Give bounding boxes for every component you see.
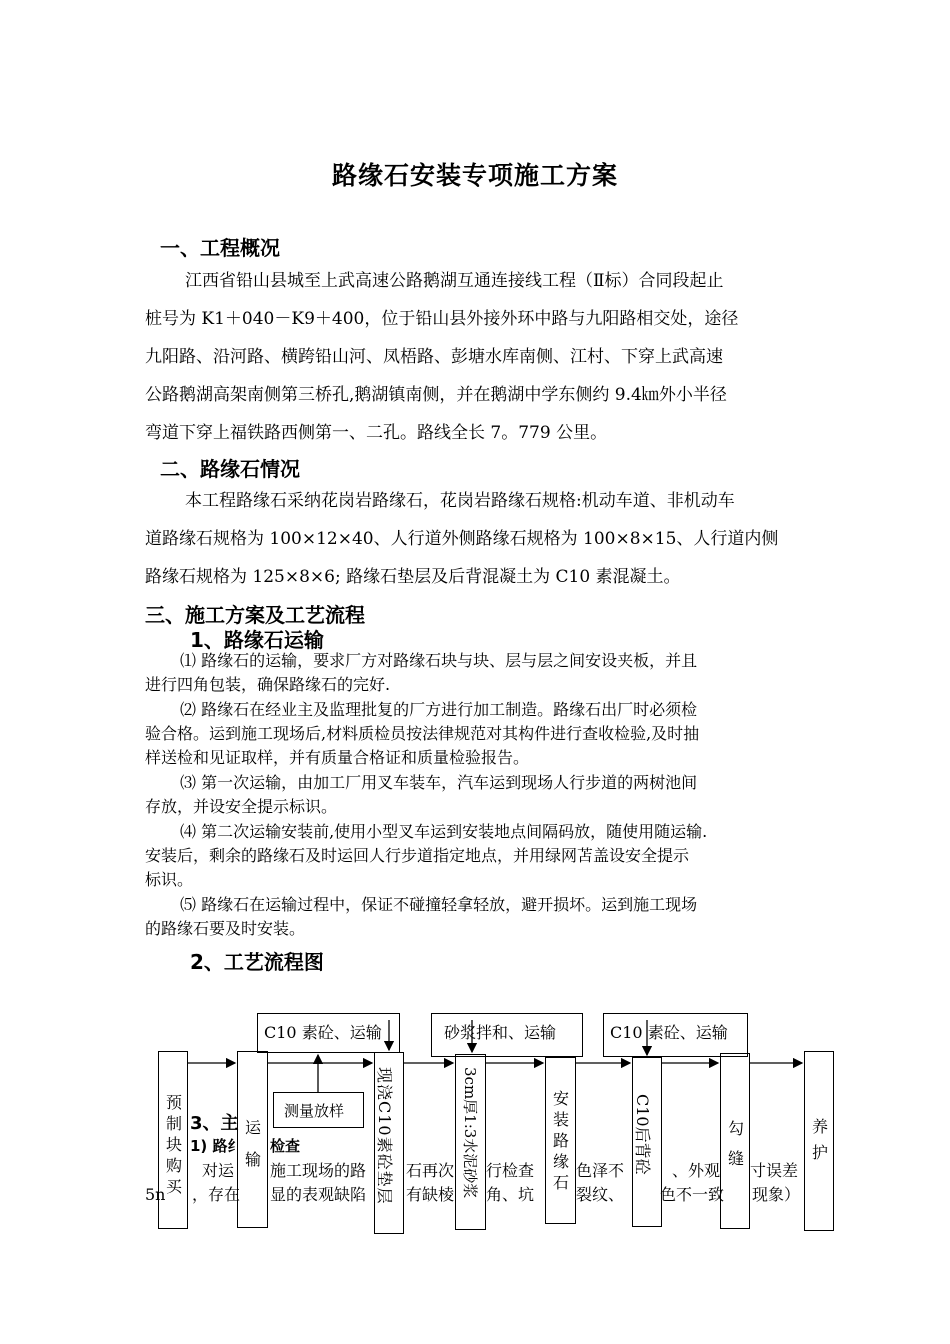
paragraph-line: ⑷ 第二次运输安装前,使用小型叉车运到安装地点间隔码放，随使用随运输. <box>180 822 708 841</box>
paragraph-line: ⑴ 路缘石的运输，要求厂方对路缘石块与块、层与层之间安设夹板，并且 <box>180 651 698 670</box>
hidden-line: 现象） <box>752 1185 801 1204</box>
flow-step-label: 3cm厚1:3水泥砂浆 <box>461 1067 479 1199</box>
flow-step-label: 勾缝 <box>727 1119 744 1168</box>
hidden-line: 裂纹、 <box>576 1185 625 1204</box>
hidden-line: 石再次 <box>406 1161 455 1180</box>
hidden-line: 、外观 <box>672 1161 721 1180</box>
hidden-heading: 3、主 <box>190 1113 239 1134</box>
paragraph-line: ⑶ 第一次运输，由加工厂用叉车装车，汽车运到现场人行步道的两树池间 <box>180 773 698 792</box>
flow-step-label: 现浇C10素砼垫层 <box>375 1067 394 1205</box>
paragraph-line: 江西省铅山县城至上武高速公路鹅湖互通连接线工程（Ⅱ标）合同段起止 <box>185 271 724 291</box>
section-heading-overview: 一、工程概况 <box>160 236 280 260</box>
page-title: 路缘石安装专项施工方案 <box>331 161 618 190</box>
paragraph-line: 存放，并设安全提示标识。 <box>145 797 338 816</box>
subsection-heading-transport: 1、路缘石运输 <box>190 628 324 652</box>
paragraph-line: 标识。 <box>145 870 194 889</box>
hidden-line: 5n <box>145 1185 166 1204</box>
hidden-subheading: 1) 路纟 <box>190 1137 243 1155</box>
hidden-line: 色不一致 <box>660 1185 725 1204</box>
hidden-line: 寸误差 <box>750 1161 799 1180</box>
flow-step-label: 养护 <box>811 1117 828 1162</box>
paragraph-line: 九阳路、沿河路、横跨铅山河、凤梧路、彭塘水库南侧、江村、下穿上武高速 <box>145 347 723 367</box>
hidden-line: 行检查 <box>486 1161 535 1180</box>
flow-step-label: 安装路缘石 <box>552 1089 569 1192</box>
flow-step-label: 运输 <box>244 1118 261 1169</box>
paragraph-line: 安装后，剩余的路缘石及时运回人行步道指定地点，并用绿网苫盖设安全提示 <box>145 846 690 865</box>
paragraph-line: 路缘石规格为 125×8×6; 路缘石垫层及后背混凝土为 C10 素混凝土。 <box>145 567 681 587</box>
paragraph-line: 本工程路缘石采纳花岗岩路缘石，花岗岩路缘石规格:机动车道、非机动车 <box>185 491 735 511</box>
hidden-line: 角、坑 <box>486 1185 535 1204</box>
hidden-line: 施工现场的路 <box>270 1161 367 1180</box>
flow-box-label: C10 素砼、运输 <box>264 1023 382 1042</box>
paragraph-line: ⑵ 路缘石在经业主及监理批复的厂方进行加工制造。路缘石出厂时必须检 <box>180 700 698 719</box>
hidden-line: 色泽不 <box>576 1161 625 1180</box>
flow-step-label: C10后背砼 <box>633 1094 652 1175</box>
section-heading-construction: 三、施工方案及工艺流程 <box>145 603 365 627</box>
hidden-line: 对运 <box>202 1161 235 1180</box>
hidden-line: 有缺棱 <box>406 1185 455 1204</box>
paragraph-line: 的路缘石要及时安装。 <box>145 919 306 938</box>
hidden-line: 显的表观缺陷 <box>270 1185 367 1204</box>
paragraph-line: 样送检和见证取样，并有质量合格证和质量检验报告。 <box>145 748 530 767</box>
flow-box-label: 砂浆拌和、运输 <box>444 1023 557 1042</box>
paragraph-line: ⑸ 路缘石在运输过程中，保证不碰撞轻拿轻放，避开损坏。运到施工现场 <box>180 895 698 914</box>
hidden-line: ，存在 <box>192 1185 241 1204</box>
paragraph-line: 进行四角包装，确保路缘石的完好. <box>145 675 391 694</box>
hidden-subheading-end: 检查 <box>270 1137 301 1155</box>
paragraph-line: 道路缘石规格为 100×12×40、人行道外侧路缘石规格为 100×8×15、人行道内侧 <box>145 529 779 549</box>
paragraph-line: 验合格。运到施工现场后,材料质检员按法律规范对其构件进行查收检验,及时抽 <box>145 724 700 743</box>
subsection-heading-flowchart: 2、工艺流程图 <box>190 950 324 974</box>
paragraph-line: 公路鹅湖高架南侧第三桥孔,鹅湖镇南侧，并在鹅湖中学东侧约 9.4㎞外小半径 <box>145 385 727 405</box>
paragraph-line: 桩号为 K1＋040－K9＋400，位于铅山县外接外环中路与九阳路相交处，途径 <box>145 309 739 329</box>
flow-box-label: C10 素砼、运输 <box>610 1023 728 1042</box>
section-heading-curbstone: 二、路缘石情况 <box>160 457 300 481</box>
flow-box-label: 测量放样 <box>284 1102 345 1120</box>
paragraph-line: 弯道下穿上福铁路西侧第一、二孔。路线全长 7。779 公里。 <box>145 423 608 443</box>
flow-step-label: 预制块购买 <box>165 1093 182 1196</box>
